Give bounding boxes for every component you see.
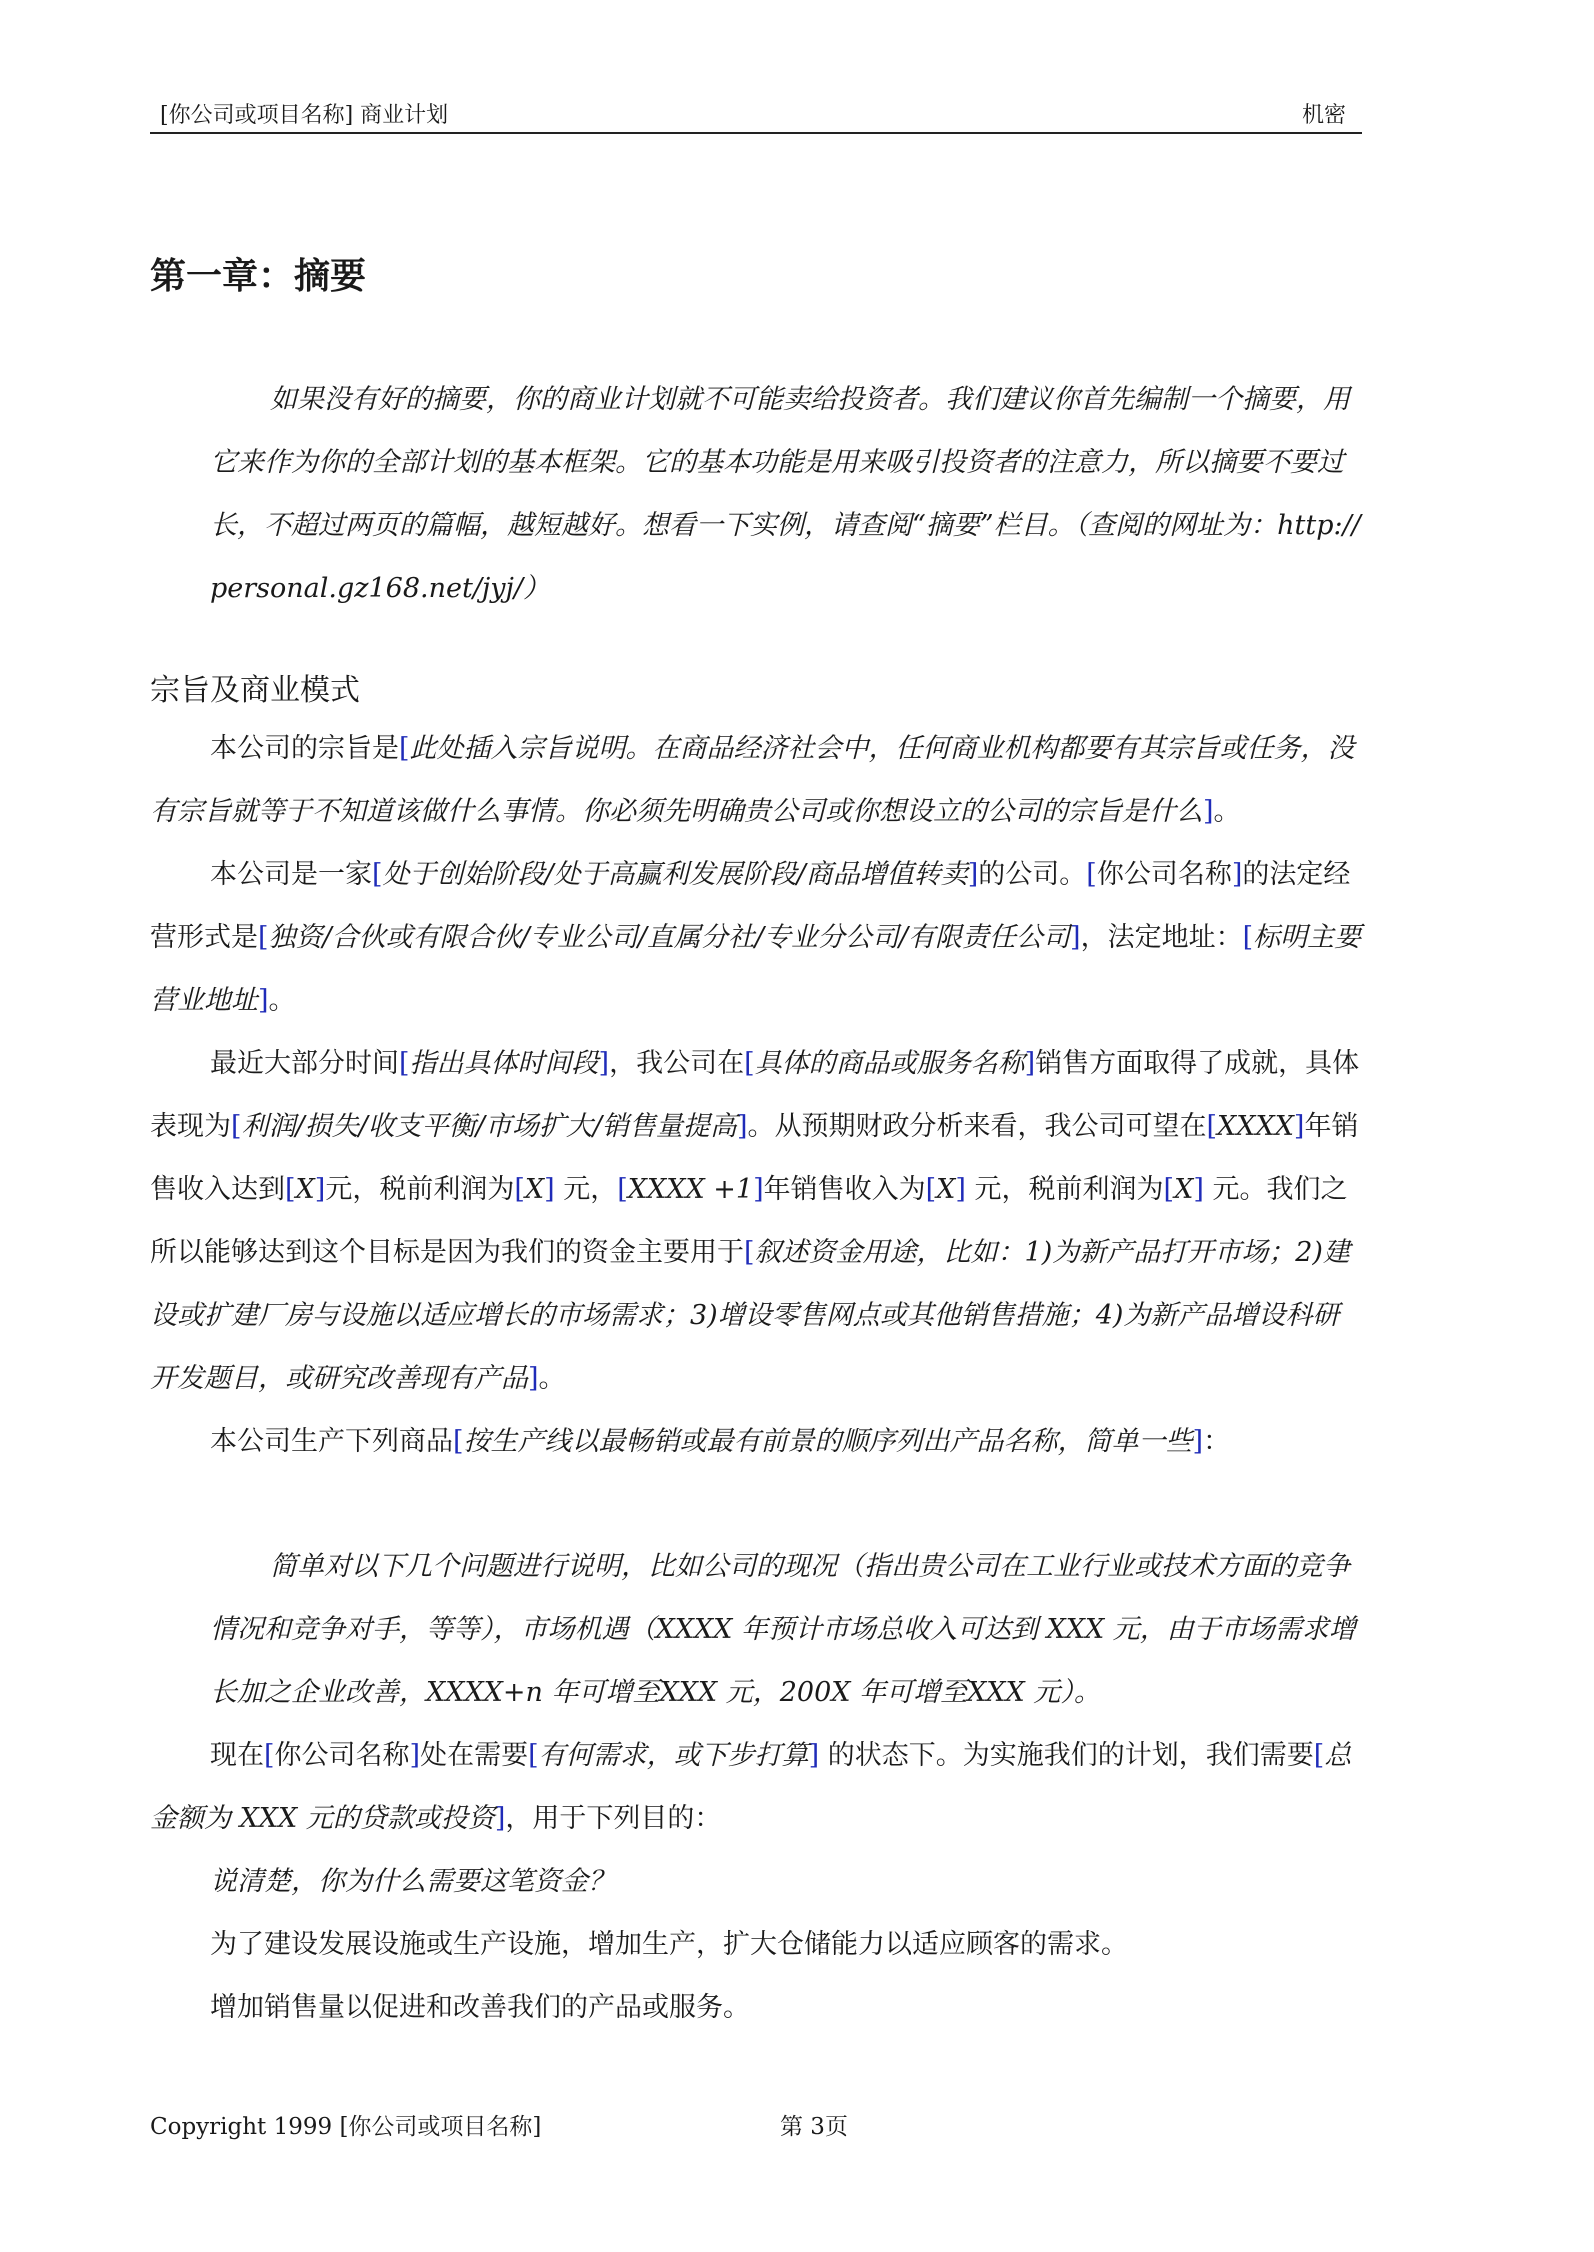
footer-copyright: Copyright 1999 [你公司或项目名称]: [150, 2114, 542, 2140]
footer-page-number: 第 3页: [780, 2114, 848, 2140]
paragraph-purpose-1: 为了建设发展设施或生产设施，增加生产，扩大仓储能力以适应顾客的需求。: [210, 1929, 1128, 1960]
paragraph-mission: 本公司的宗旨是[此处插入宗旨说明。在商品经济社会中，任何商业机构都要有其宗旨或任务，没有宗旨就等于不知道该做什么事情。你必须先明确贵公司或你想设立的公司的宗旨是什么]。: [150, 733, 1355, 827]
page-header: [150, 96, 1362, 134]
header-doc-title: [你公司或项目名称] 商业计划: [160, 103, 449, 128]
section-title: 宗旨及商业模式: [150, 673, 360, 708]
paragraph-needs: 现在[你公司名称]处在需要[有何需求，或下步打算] 的状态下。为实施我们的计划，我们需要[总金额为 XXX 元的贷款或投资]，用于下列目的：: [150, 1740, 1352, 1834]
paragraph-why-funds: 说清楚，你为什么需要这笔资金？: [210, 1866, 615, 1897]
paragraph-situation: 简单对以下几个问题进行说明，比如公司的现况（指出贵公司在工业行业或技术方面的竞争情况和竞争对手，等等），市场机遇（XXXX 年预计市场总收入可达到 XXX 元，由于市场需求增长加之企业改善，XXXX+n 年可增至XXX 元，200X 年可增至XXX 元）。: [210, 1551, 1356, 1708]
paragraph-purpose-2: 增加销售量以促进和改善我们的产品或服务。: [210, 1992, 750, 2023]
paragraph-products: 本公司生产下列商品[按生产线以最畅销或最有前景的顺序列出产品名称，简单一些]：: [210, 1426, 1231, 1457]
intro-paragraph: 如果没有好的摘要，你的商业计划就不可能卖给投资者。我们建议你首先编制一个摘要，用它来作为你的全部计划的基本框架。它的基本功能是用来吸引投资者的注意力，所以摘要不要过长，不超过两页的篇幅，越短越好。想看一下实例，请查阅“摘要”栏目。（查阅的网址为：http:// personal.gz168.net/jyj/）: [210, 384, 1361, 604]
header-confidential: 机密: [1301, 103, 1346, 128]
chapter-title: 第一章：摘要: [150, 256, 367, 297]
paragraph-company: 本公司是一家[处于创始阶段/处于高赢利发展阶段/商品增值转卖]的公司。[你公司名称]的法定经营形式是[独资/合伙或有限合伙/专业公司/直属分社/专业分公司/有限责任公司]，法定地址：[标明主要营业地址]。: [150, 859, 1362, 1016]
paragraph-achievements: 最近大部分时间[指出具体时间段]，我公司在[具体的商品或服务名称]销售方面取得了成就，具体表现为[利润/损失/收支平衡/市场扩大/销售量提高]。从预期财政分析来看，我公司可望在[XXXX]年销售收入达到[X]元，税前利润为[X] 元，[XXXX +1]年销售收入为[X] 元，税前利润为[X] 元。我们之所以能够达到这个目标是因为我们的资金主要用于[叙述资金用途，比如：1)为新产品打开市场；2)建设或扩建厂房与设施以适应增长的市场需求；3)增设零售网点或其他销售措施；4)为新产品增设科研开发题目，或研究改善现有产品]。: [150, 1048, 1360, 1394]
